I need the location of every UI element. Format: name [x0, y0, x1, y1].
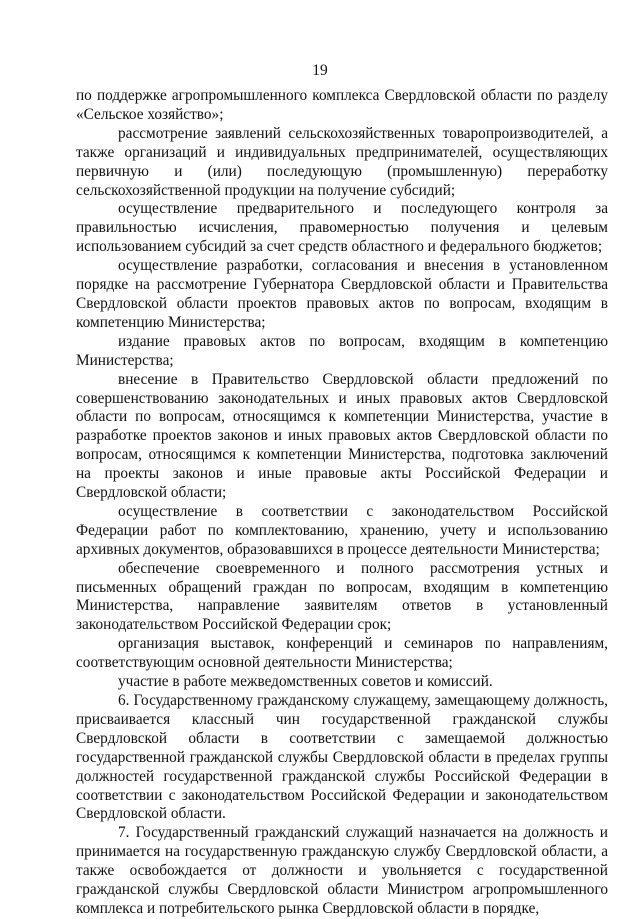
paragraph: внесение в Правительство Свердловской области предложений по совершенствованию законодательных и иных правовых актов Свердловской области по вопросам, относящимся к компетенции Министерства, участие в разработке проектов законов и иных правовых актов Свердловской области по вопросам, относящимся к компетенции Министерства, подготовка заключений на проекты законов и иные правовые акты Российской Федерации и Свердловской области; — [76, 370, 608, 502]
document-body — [76, 87, 608, 919]
paragraph-item-7: 7. Государственный гражданский служащий назначается на должность и принимается на государственную гражданскую службу Свердловской области, а также освобождается от должности и увольняется с государственной гражданской службы Свердловской области Министром агропромышленного комплекса и потребительского рынка Свердловской области в порядке, — [76, 824, 608, 917]
page-number: 19 — [312, 62, 328, 79]
paragraph: участие в работе межведомственных советов и комиссий. — [118, 673, 493, 691]
paragraph: обеспечение своевременного и полного рассмотрения устных и письменных обращений граждан по вопросам, входящим в компетенцию Министерства, направление заявителям ответов в установленный законодательством Российской Федерации срок; — [76, 559, 608, 634]
paragraph-item-6: 6. Государственному гражданскому служащему, замещающему должность, присваивается классный чин государственной гражданской службы Свердловской области в соответствии с замещаемой должностью государственной гражданской службы Свердловской области в пределах группы должностей государственной гражданской службы Российской Федерации в соответствии с законодательством Российской Федерации и законодательством Свердловской области. — [76, 692, 608, 823]
paragraph: осуществление в соответствии с законодательством Российской Федерации работ по комплектованию, хранению, учету и использованию архивных документов, образовавшихся в процессе деятельности Министерства; — [76, 502, 608, 558]
paragraph: издание правовых актов по вопросам, входящим в компетенцию Министерства; — [76, 332, 608, 369]
paragraph: организация выставок, конференций и семинаров по направлениям, соответствующим основной деятельности Министерства; — [76, 635, 608, 672]
paragraph-continuation: по поддержке агропромышленного комплекса Свердловской области по разделу «Сельское хозяйство»; — [76, 87, 608, 123]
paragraph: осуществление разработки, согласования и внесения в установленном порядке на рассмотрение Губернатора Свердловской области и Правительства Свердловской области проектов правовых актов по вопросам, входящим в компетенцию Министерства; — [76, 257, 608, 331]
paragraph: рассмотрение заявлений сельскохозяйственных товаропроизводителей, а также организаций и индивидуальных предпринимателей, осуществляющих первичную и (или) последующую (промышленную) переработку сельскохозяйственной продукции на получение субсидий; — [76, 124, 608, 199]
paragraph: осуществление предварительного и последующего контроля за правильностью исчисления, правомерностью получения и целевым использованием субсидий за счет средств областного и федерального бюджетов; — [76, 200, 608, 256]
